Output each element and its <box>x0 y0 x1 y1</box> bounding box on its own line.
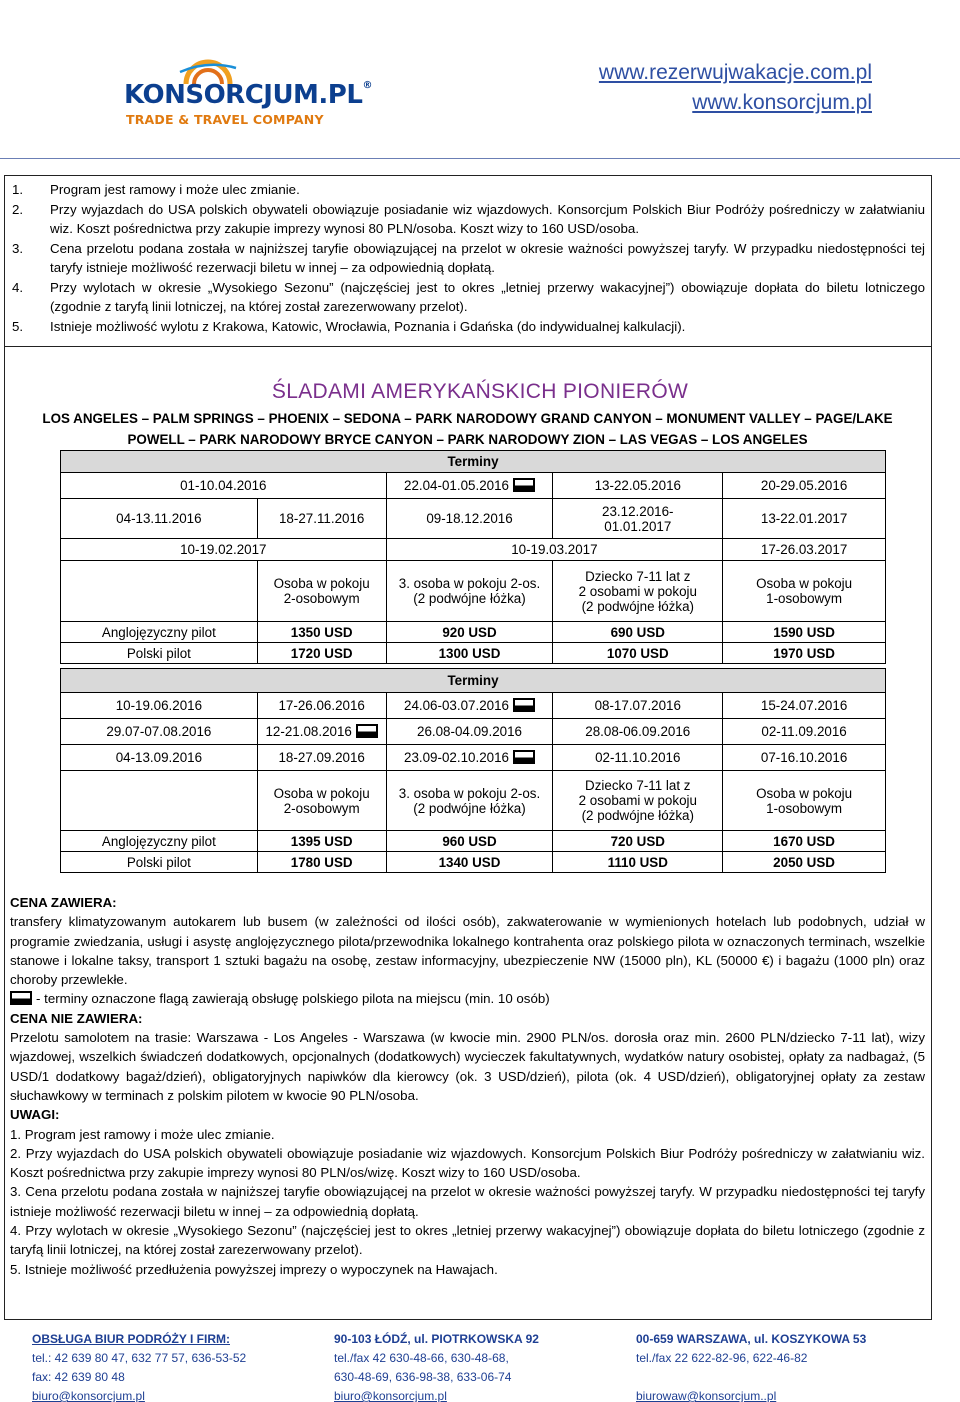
price-cell: 2050 USD <box>723 852 886 873</box>
uwagi-item: 1. Program jest ramowy i może ulec zmianie. <box>10 1126 275 1142</box>
col-header: Osoba w pokoju 1-osobowym <box>723 561 886 622</box>
list-item: 2. Przy wyjazdach do USA polskich obywateli obowiązuje posiadanie wiz wjazdowych. Konsorcjum Polskich Biur Podróży pośredniczy w załatwianiu wiz. Koszt pośrednictwa przy zakupie imprezy wynosi 80 PLN/osoba. Koszt wizy to 160 USD/osoba. <box>12 201 925 236</box>
date-cell-flagged: 12-21.08.2016 <box>257 719 386 745</box>
polish-flag-icon <box>513 478 535 492</box>
row-label: Anglojęzyczny pilot <box>61 831 258 852</box>
date-cell: 09-18.12.2016 <box>386 499 553 539</box>
date-cell: 18-27.09.2016 <box>257 745 386 771</box>
date-cell: 15-24.07.2016 <box>723 693 886 719</box>
price-cell: 1590 USD <box>723 622 886 643</box>
date-cell: 18-27.11.2016 <box>257 499 386 539</box>
date-cell: 17-26.03.2017 <box>723 539 886 561</box>
footer-email-link[interactable]: biuro@konsorcjum.pl <box>32 1389 145 1402</box>
date-cell: 10-19.03.2017 <box>386 539 723 561</box>
polish-flag-icon <box>10 991 32 1005</box>
cena-nie-zawiera-heading: CENA NIE ZAWIERA: <box>10 1010 143 1026</box>
terminy-header: Terminy <box>61 669 886 693</box>
route-line-2: POWELL – PARK NARODOWY BRYCE CANYON – PARK NARODOWY ZION – LAS VEGAS – LOS ANGELES <box>127 432 808 447</box>
price-cell: 1350 USD <box>257 622 386 643</box>
date-cell: 13-22.05.2016 <box>553 473 723 499</box>
footer-phone: tel.: 42 639 80 47, 632 77 57, 636-53-52 <box>32 1351 247 1365</box>
col-header: Osoba w pokoju 1-osobowym <box>723 771 886 831</box>
polish-flag-icon <box>513 698 535 712</box>
route-line-1: LOS ANGELES – PALM SPRINGS – PHOENIX – SEDONA – PARK NARODOWY GRAND CANYON – MONUMENT VALLEY – PAGE/LAKE <box>42 411 893 426</box>
price-cell: 1970 USD <box>723 643 886 664</box>
col-header: Osoba w pokoju 2-osobowym <box>257 771 386 831</box>
footer-email-link[interactable]: biuro@konsorcjum.pl <box>334 1389 447 1402</box>
date-cell: 13-22.01.2017 <box>723 499 886 539</box>
date-cell: 23.12.2016- 01.01.2017 <box>553 499 723 539</box>
date-cell: 20-29.05.2016 <box>723 473 886 499</box>
price-cell: 1720 USD <box>257 643 386 664</box>
footer-phone: tel./fax 42 630-48-66, 630-48-68, <box>334 1351 509 1365</box>
date-cell-flagged: 23.09-02.10.2016 <box>386 745 553 771</box>
col-header: 3. osoba w pokoju 2-os. (2 podwójne łóżka) <box>386 771 553 831</box>
url-konsorcjum-link[interactable]: www.konsorcjum.pl <box>692 91 872 114</box>
col-header: 3. osoba w pokoju 2-os. (2 podwójne łóżka) <box>386 561 553 622</box>
price-cell: 1395 USD <box>257 831 386 852</box>
price-cell: 1780 USD <box>257 852 386 873</box>
uwagi-item: 3. Cena przelotu podana została w najniższej taryfie obowiązującej na przelot w okresie ważności powyższej taryfy. W przypadku niedostępności tej taryfy istnieje możliwość rezerwacji biletu w innej – za odpowiednią dopłatą. <box>10 1184 925 1219</box>
date-cell: 10-19.06.2016 <box>61 693 258 719</box>
list-item: 1. Program jest ramowy i może ulec zmianie. <box>12 182 300 197</box>
cena-nie-zawiera-text: Przelotu samolotem na trasie: Warszawa - Los Angeles - Warszawa (w kwocie min. 2900 PLN/os. dorosła oraz min. 2600 PLN/dziecko 7-11 lat), wizy wjazdowej, wszelkich świadczeń dodatkowych, opcjonalnych (dodatkowych) wycieczek fakultatywnych, wydatków natury osobistej, opłaty za nadbagaż, (5 USD/1 dodatkowy bagaż/dzień), obligatoryjnych napiwków dla kierowcy (ok. 3 USD/dzień), pilota (ok. 4 USD/dzień), obligatoryjnej opłaty za zestaw słuchawkowy w terminach z polskim pilotem w kwocie 90 PLN/osoba. <box>10 1030 925 1103</box>
date-cell: 26.08-04.09.2016 <box>386 719 553 745</box>
uwagi-item: 2. Przy wyjazdach do USA polskich obywateli obowiązuje posiadanie wiz wjazdowych. Konsorcjum Polskich Biur Podróży pośredniczy w załatwianiu wiz. Koszt pośrednictwa przy zakupie imprezy wynosi 80 PLN/os/wizę. Koszt wizy to 160 USD/osoba. <box>10 1145 925 1181</box>
footer-phone: 630-48-69, 636-98-38, 633-06-74 <box>334 1370 512 1384</box>
date-cell: 02-11.10.2016 <box>553 745 723 771</box>
price-cell: 960 USD <box>386 831 553 852</box>
polish-flag-icon <box>513 750 535 764</box>
row-label: Polski pilot <box>61 852 258 873</box>
frame-divider <box>4 346 932 347</box>
date-cell: 28.08-06.09.2016 <box>553 719 723 745</box>
date-cell: 08-17.07.2016 <box>553 693 723 719</box>
price-cell: 920 USD <box>386 622 553 643</box>
date-cell: 17-26.06.2016 <box>257 693 386 719</box>
uwagi-item: 5. Istnieje możliwość przedłużenia powyższej imprezy o wypoczynek na Hawajach. <box>10 1261 498 1277</box>
list-item: 3. Cena przelotu podana została w najniższej taryfie obowiązującej na przelot w okresie ważności powyższej taryfy. W przypadku niedostępności tej taryfy istnieje możliwość rezerwacji biletu w innej – za odpowiednią dopłatą. <box>12 240 925 275</box>
footer-col-office <box>32 1330 246 1402</box>
footer-heading: 90-103 ŁÓDŹ, ul. PIOTRKOWSKA 92 <box>334 1332 539 1346</box>
date-cell: 01-10.04.2016 <box>61 473 387 499</box>
price-cell: 720 USD <box>553 831 723 852</box>
uwagi-item: 4. Przy wylotach w okresie „Wysokiego Sezonu” (najczęściej jest to okres „letniej przerwy wakacyjnej”) obowiązuje dopłata do biletu lotniczego (zgodnie z taryfą linii lotniczej, na której został zarezerwowany przelot). <box>10 1223 925 1258</box>
list-item: 4. Przy wylotach w okresie „Wysokiego Sezonu” (najczęściej jest to okres „letniej przerwy wakacyjnej”) obowiązuje dopłata do biletu lotniczego (zgodnie z taryfą linii lotniczej, na której został zarezerwowany przelot). <box>12 279 925 314</box>
header-divider <box>0 158 960 159</box>
date-cell: 02-11.09.2016 <box>723 719 886 745</box>
url-rezerwujwakacje-link[interactable]: www.rezerwujwakacje.com.pl <box>598 61 872 84</box>
top-notes-list <box>10 180 925 336</box>
date-cell-flagged: 22.04-01.05.2016 <box>386 473 553 499</box>
price-cell: 1110 USD <box>553 852 723 873</box>
polish-flag-icon <box>356 724 378 738</box>
date-cell-flagged: 24.06-03.07.2016 <box>386 693 553 719</box>
cena-zawiera-text: transfery klimatyzowanym autokarem lub busem (w zależności od ilości osób), zakwaterowanie w wymienionych hotelach lub podobnych, udział w programie zwiedzania, usługi i asystę anglojęzycznego pilota/przewodnika lokalnego kontrahenta oraz polskiego pilota w oznaczonych terminach, wszelkie stanowe i lokalne taksy, transport 1 sztuki bagażu na osobę, zestaw informacyjny, ubezpieczenie NW (15000 pln), KL (50000 €) i bagażu (1000 pln) oraz choroby przewlekłe. <box>10 914 925 988</box>
list-item: 5. Istnieje możliwość wylotu z Krakowa, Katowic, Wrocławia, Poznania i Gdańska (do indywidualnej kalkulacji). <box>12 318 686 334</box>
company-logo <box>118 58 372 128</box>
footer-col-warszawa <box>636 1330 866 1402</box>
price-cell: 1670 USD <box>723 831 886 852</box>
logo-wordmark: KONSORCJUM.PL® <box>124 80 372 110</box>
col-header: Dziecko 7-11 lat z 2 osobami w pokoju (2 podwójne łóżka) <box>553 771 723 831</box>
price-cell: 690 USD <box>553 622 723 643</box>
price-table-2 <box>60 668 886 873</box>
uwagi-heading: UWAGI: <box>10 1107 60 1123</box>
footer-email-link[interactable]: biurowaw@konsorcjum..pl <box>636 1389 777 1402</box>
date-cell: 29.07-07.08.2016 <box>61 719 258 745</box>
terms-section <box>10 893 925 1279</box>
date-cell: 04-13.09.2016 <box>61 745 258 771</box>
row-label: Anglojęzyczny pilot <box>61 622 258 643</box>
footer-col-lodz <box>334 1330 539 1402</box>
logo-tagline: TRADE & TRAVEL COMPANY <box>126 112 324 127</box>
footer-phone: tel./fax 22 622-82-96, 622-46-82 <box>636 1351 808 1365</box>
cena-zawiera-heading: CENA ZAWIERA: <box>10 895 117 910</box>
date-cell: 07-16.10.2016 <box>723 745 886 771</box>
footer-fax: fax: 42 639 80 48 <box>32 1370 125 1384</box>
empty-cell <box>61 561 258 622</box>
price-table-1 <box>60 450 886 664</box>
tour-title: ŚLADAMI AMERYKAŃSKICH PIONIERÓW <box>271 380 689 403</box>
empty-cell <box>61 771 258 831</box>
footer-heading: OBSŁUGA BIUR PODRÓŻY I FIRM: <box>32 1332 230 1346</box>
footer-heading: 00-659 WARSZAWA, ul. KOSZYKOWA 53 <box>636 1332 867 1346</box>
flag-note: - terminy oznaczone flagą zawierają obsługę polskiego pilota na miejscu (min. 10 osób) <box>10 989 925 1008</box>
col-header: Osoba w pokoju 2-osobowym <box>257 561 386 622</box>
date-cell: 04-13.11.2016 <box>61 499 258 539</box>
terminy-header: Terminy <box>61 451 886 473</box>
row-label: Polski pilot <box>61 643 258 664</box>
header-links <box>599 58 872 118</box>
date-cell: 10-19.02.2017 <box>61 539 387 561</box>
price-cell: 1070 USD <box>553 643 723 664</box>
price-cell: 1340 USD <box>386 852 553 873</box>
price-cell: 1300 USD <box>386 643 553 664</box>
col-header: Dziecko 7-11 lat z 2 osobami w pokoju (2 podwójne łóżka) <box>553 561 723 622</box>
